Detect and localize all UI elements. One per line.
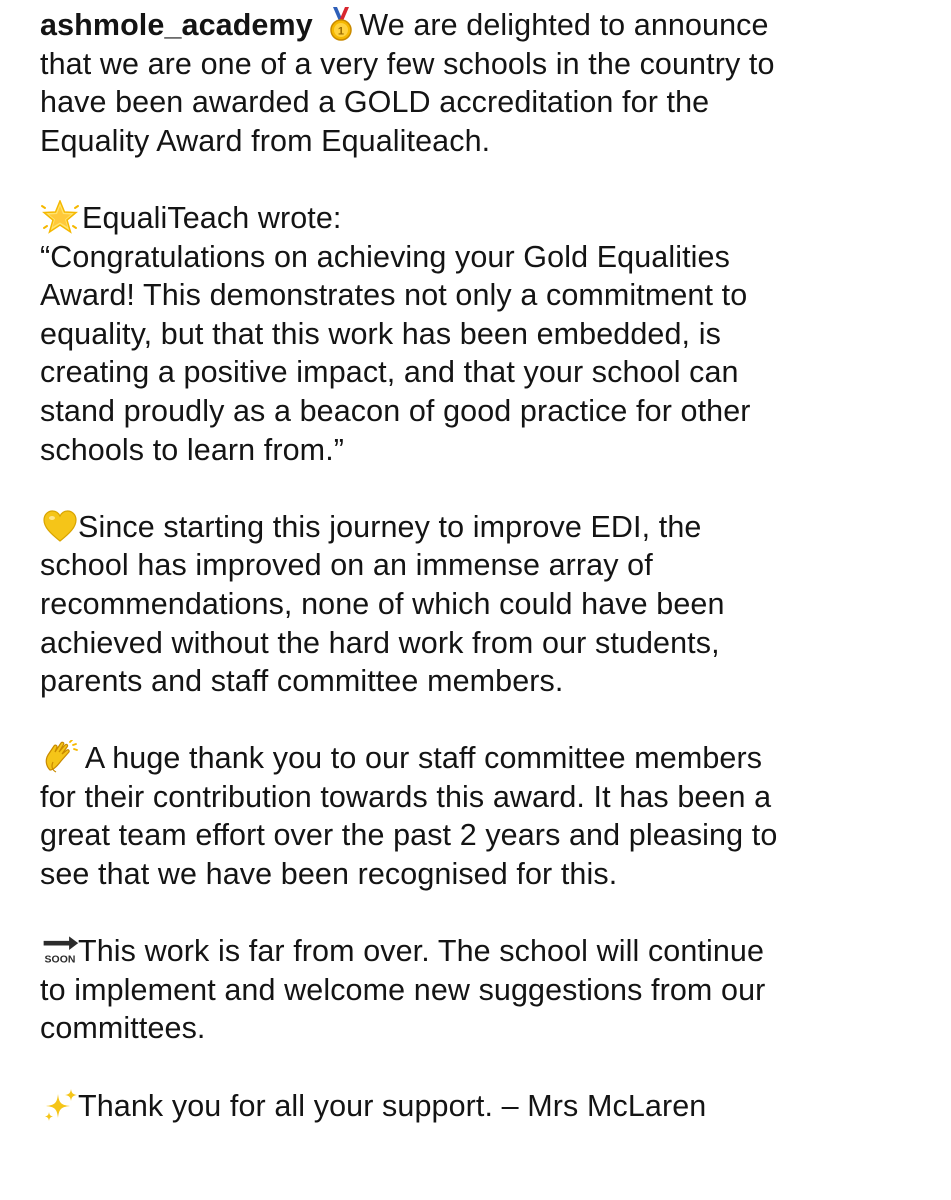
post-caption [40,6,930,1125]
caption-line [40,508,930,547]
caption-line: Equality Award from Equaliteach. [40,123,491,158]
paragraph-gap [40,1048,930,1087]
sparkles-icon [40,1088,76,1122]
caption-line: parents and staff committee members. [40,664,564,699]
caption-line [40,932,930,971]
caption-text: EqualiTeach wrote: [82,200,342,235]
caption-line: see that we have been recognised for this. [40,857,618,892]
first-place-medal-icon [321,7,357,41]
caption-line: that we are one of a very few schools in the country to [40,46,775,81]
caption-line: creating a positive impact, and that your school can [40,355,739,390]
caption-line: achieved without the hard work from our students, [40,625,720,660]
caption-line: great team effort over the past 2 years and pleasing to [40,818,778,853]
caption-line: “Congratulations on achieving your Gold Equalities [40,239,730,274]
caption-line: for their contribution towards this award. It has been a [40,779,772,814]
caption-line: committees. [40,1011,206,1046]
clapping-hands-icon [40,740,76,774]
yellow-heart-icon [40,509,76,543]
paragraph-gap [40,894,930,933]
caption-text: This work is far from over. The school will continue [78,934,765,969]
caption-line: equality, but that this work has been embedded, is [40,316,721,351]
caption-line: schools to learn from.” [40,432,345,467]
paragraph-gap [40,701,930,740]
caption-text: A huge thank you to our staff committee members [78,741,763,776]
caption-line [40,739,930,778]
paragraph-gap [40,160,930,199]
username-link[interactable]: ashmole_academy [40,8,313,42]
caption-text: Thank you for all your support. – Mrs McLaren [78,1088,707,1123]
soon-arrow-icon [40,933,76,967]
caption-line [40,199,930,238]
caption-line: recommendations, none of which could have been [40,586,725,621]
glowing-star-icon [40,200,80,234]
paragraph-gap [40,469,930,508]
caption-line: Award! This demonstrates not only a commitment to [40,278,748,313]
caption-line: school has improved on an immense array of [40,548,653,583]
svg-text:1: 1 [338,25,345,38]
caption-line: stand proudly as a beacon of good practice for other [40,393,751,428]
caption-text: We are delighted to announce [359,8,769,42]
caption-line [40,1087,930,1126]
caption-line: to implement and welcome new suggestions from our [40,972,766,1007]
soon-label: SOON [44,954,76,966]
caption-text: Since starting this journey to improve EDI, the [78,509,702,544]
caption-line [40,6,930,45]
caption-line: have been awarded a GOLD accreditation for the [40,85,710,120]
